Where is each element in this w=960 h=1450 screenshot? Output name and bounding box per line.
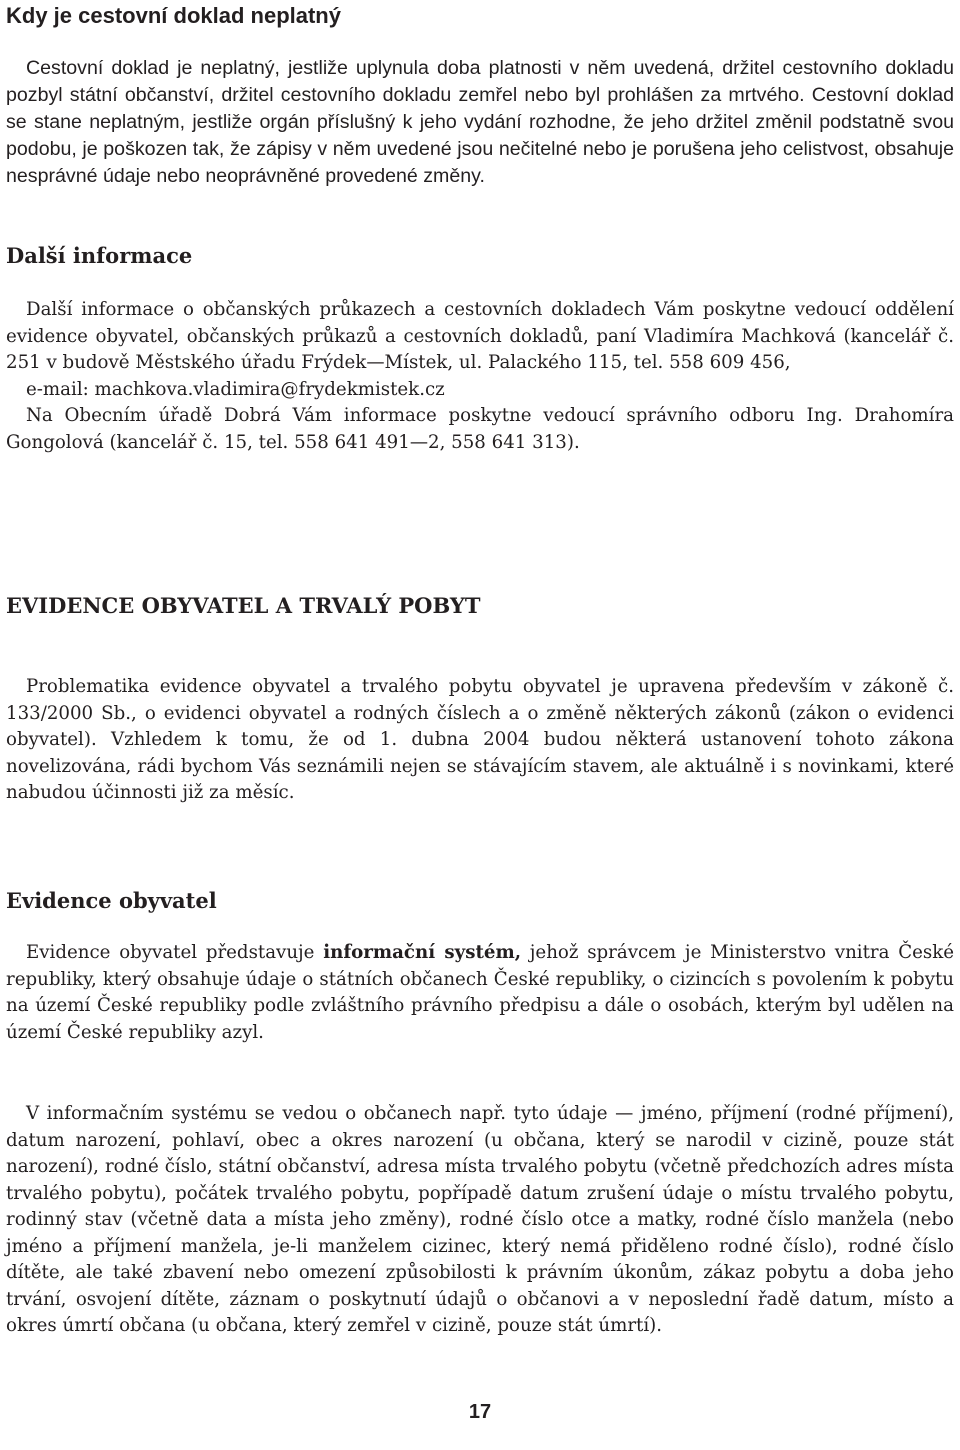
text-end: jehož správcem je Ministerstvo vnitra České republiky, který obsahuje údaje o státních občanech České republiky, o cizincích s povolením k pobytu na území České republiky podle zvláštního právního předpisu a dále o osobách, kterým byl udělen na území České republiky azyl. xyxy=(6,942,954,1043)
further-information-block xyxy=(6,297,954,456)
heading-invalid-travel-document: Kdy je cestovní doklad neplatný xyxy=(6,3,341,28)
document-page xyxy=(6,0,954,1450)
paragraph-population-records xyxy=(6,940,954,1046)
heading-further-information: Další informace xyxy=(6,243,193,268)
paragraph-invalid-travel-document: Cestovní doklad je neplatný, jestliže uplynula doba platnosti v něm uvedená, držitel cestovního dokladu pozbyl státní občanství, držitel cestovního dokladu zemřel nebo byl prohlášen za mrtvého. Cestovní doklad se stane neplatným, jestliže orgán příslušný k jeho vydání rozhodne, že jeho držitel změnil podstatně svou podobu, je poškozen tak, že zápisy v něm uvedené jsou nečitelné nebo je porušena jeho celistvost, obsahuje nesprávné údaje nebo neoprávněné provedené změny. xyxy=(6,57,954,187)
page-number: 17 xyxy=(468,1401,492,1423)
paragraph-further-information: Další informace o občanských průkazech a cestovních dokladech Vám poskytne vedoucí oddělení evidence obyvatel, občanských průkazů a cestovních dokladů, paní Vladimíra Machková (kancelář č. 251 v budově Městského úřadu Frýdek—Místek, ul. Palackého 115, tel. 558 609 456, xyxy=(6,299,954,373)
paragraph-municipal-office: Na Obecním úřadě Dobrá Vám informace poskytne vedoucí správního odboru Ing. Drahomíra Gongolová (kancelář č. 15, tel. 558 641 491—2, 558 641 313). xyxy=(6,405,954,453)
email-line: e-mail: machkova.vladimira@frydekmistek.cz xyxy=(26,378,445,400)
heading-population-register: EVIDENCE OBYVATEL A TRVALÝ POBYT xyxy=(6,593,481,618)
paragraph-population-register: Problematika evidence obyvatel a trvalého pobytu obyvatel je upravena především v zákoně č. 133/2000 Sb., o evidenci obyvatel a rodných číslech a o změně některých zákonů (zákon o evidenci obyvatel). Vzhledem k tomu, že od 1. dubna 2004 budou některá ustanovení tohoto zákona novelizována, rádi bychom Vás seznámili nejen se stávajícím stavem, ale aktuálně i s novinkami, které nabudou účinnosti již za měsíc. xyxy=(6,676,954,803)
heading-population-records: Evidence obyvatel xyxy=(6,888,217,913)
text-start: Evidence obyvatel představuje xyxy=(26,942,324,963)
paragraph-recorded-data: V informačním systému se vedou o občanech např. tyto údaje — jméno, příjmení (rodné příjmení), datum narození, pohlaví, obec a okres narození (u občana, který se narodil v cizině, pouze stát narození), rodné číslo, státní občanství, adresa místa trvalého pobytu (včetně předchozích adres místa trvalého pobytu), počátek trvalého pobytu, popřípadě datum zrušení údaje o místu trvalého pobytu, rodinný stav (včetně data a místa jeho změny), rodné číslo otce a matky, rodné číslo manžela (nebo jméno a příjmení manžela, je-li manželem cizinec, který nemá přiděleno rodné číslo), rodné číslo dítěte, ale také zbavení nebo omezení způsobilosti k právním úkonům, zákaz pobytu a doba jeho trvání, osvojení dítěte, záznam o poskytnutí údajů o občanovi a v neposlední řadě datum, místo a okres úmrtí občana (u občana, který zemřel v cizině, pouze stát úmrtí). xyxy=(6,1103,954,1336)
text-bold-information-system: informační systém, xyxy=(323,942,522,963)
